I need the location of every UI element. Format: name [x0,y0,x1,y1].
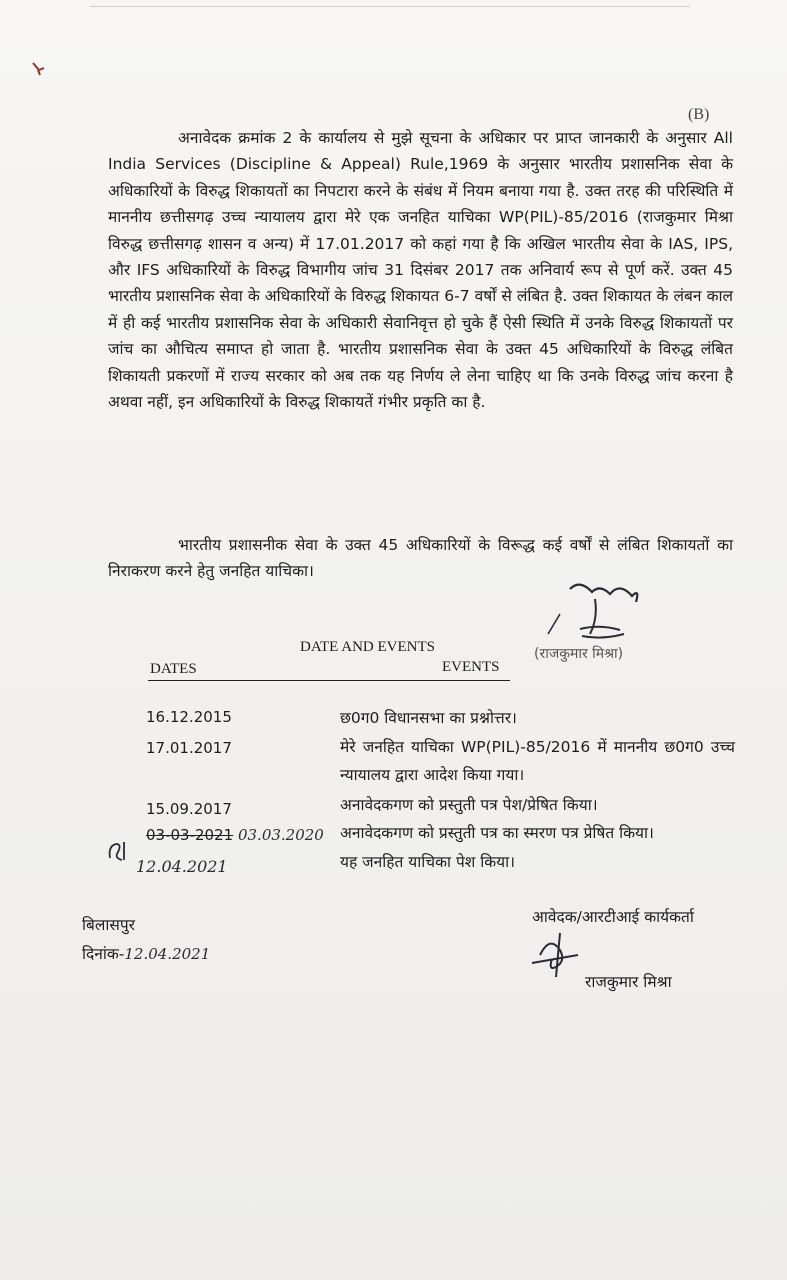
event-date: 12.04.2021 [136,857,228,876]
event-text: छ0ग0 विधानसभा का प्रश्नोत्तर। [340,709,517,727]
place: बिलासपुर [82,916,136,934]
event-text: अनावेदकगण को प्रस्तुती पत्र का स्मरण पत्र प्रेषित किया। [340,824,654,842]
paragraph-text: अनावेदक क्रमांक 2 के कार्यालय से मुझे सूचना के अधिकार पर प्राप्त जानकारी के अनुसार All India Services (Discipline & Appeal) Rule,1969 के अनुसार भारतीय प्रशासनिक सेवा के अधिकारियों के विरुद्ध शिकायतों का निपटारा करने के संबंध में नियम बनाया गया है. उक्त तरह की परिस्थिति में माननीय छत्तीसगढ़ उच्च न्यायालय द्वारा मेरे एक जनहित याचिका WP(PIL)-85/2016 (राजकुमार मिश्रा विरुद्ध छत्तीसगढ़ शासन व अन्य) में 17.01.2017 को कहां गया है कि अखिल भारतीय सेवा के IAS, IPS, और IFS अधिकारियों के विरुद्ध विभागीय जांच 31 दिसंबर 2017 तक अनिवार्य रूप से पूर्ण करें. उक्त 45 भारतीय प्रशासनिक सेवा के अधिकारियों के विरुद्ध शिकायत 6-7 वर्षों से लंबित है. उक्त शिकायत के लंबन काल में ही कई भारतीय प्रशासनिक सेवा के अधिकारी सेवानिवृत्त हो चुके हैं ऐसी स्थिति में उनके विरुद्ध शिकायतों पर जांच का औचित्य समाप्त हो जाता है. भारतीय प्रशासनिक सेवा के उक्त 45 अधिकारियों के विरुद्ध लंबित शिकायती प्रकरणों में राज्य सरकार को अब तक यह निर्णय ले लेना चाहिए था कि उनके विरुद्ध जांच करना है अथवा नहीं, इन अधिकारियों के विरुद्ध शिकायतें गंभीर प्रकृति का है. [108,129,733,412]
event-text: यह जनहित याचिका पेश किया। [340,853,516,871]
page-label: (B) [688,106,710,123]
initials-mark-icon [104,838,130,864]
date-label: दिनांक- [82,945,125,963]
event-date: 16.12.2015 [146,708,232,726]
signature-top-name: (राजकुमार मिश्रा) [534,646,624,662]
paragraph-text: भारतीय प्रशासनीक सेवा के उक्त 45 अधिकारियों के विरूद्ध कई वर्षों से लंबित शिकायतों का निराकरण करने हेतु जनहित याचिका। [108,536,733,581]
event-date-corrected [146,826,324,844]
document-date [82,942,210,964]
header-rule [148,680,510,681]
handwritten-date: 03.03.2020 [237,826,324,844]
event-date: 17.01.2017 [146,739,232,757]
event-text: अनावेदकगण को प्रस्तुती पत्र पेश/प्रेषित किया। [340,796,598,814]
applicant-role: आवेदक/आरटीआई कार्यकर्ता [532,908,694,926]
dates-column-header: DATES [150,661,197,677]
date-value: 12.04.2021 [124,945,211,963]
struck-date: 03-03-2021 [146,826,234,844]
applicant-name: राजकुमार मिश्रा [585,973,672,991]
ink-mark-icon [30,60,48,78]
signature-bottom-icon [530,925,590,980]
event-text: मेरे जनहित याचिका WP(PIL)-85/2016 में माननीय छ0ग0 उच्च न्यायालय द्वारा आदेश किया गया। [340,738,735,784]
event-date: 15.09.2017 [146,800,232,818]
events-heading: DATE AND EVENTS [300,639,435,655]
events-column-header: EVENTS [442,659,500,675]
body-paragraph-1 [108,125,733,415]
scan-edge-line [90,6,690,7]
